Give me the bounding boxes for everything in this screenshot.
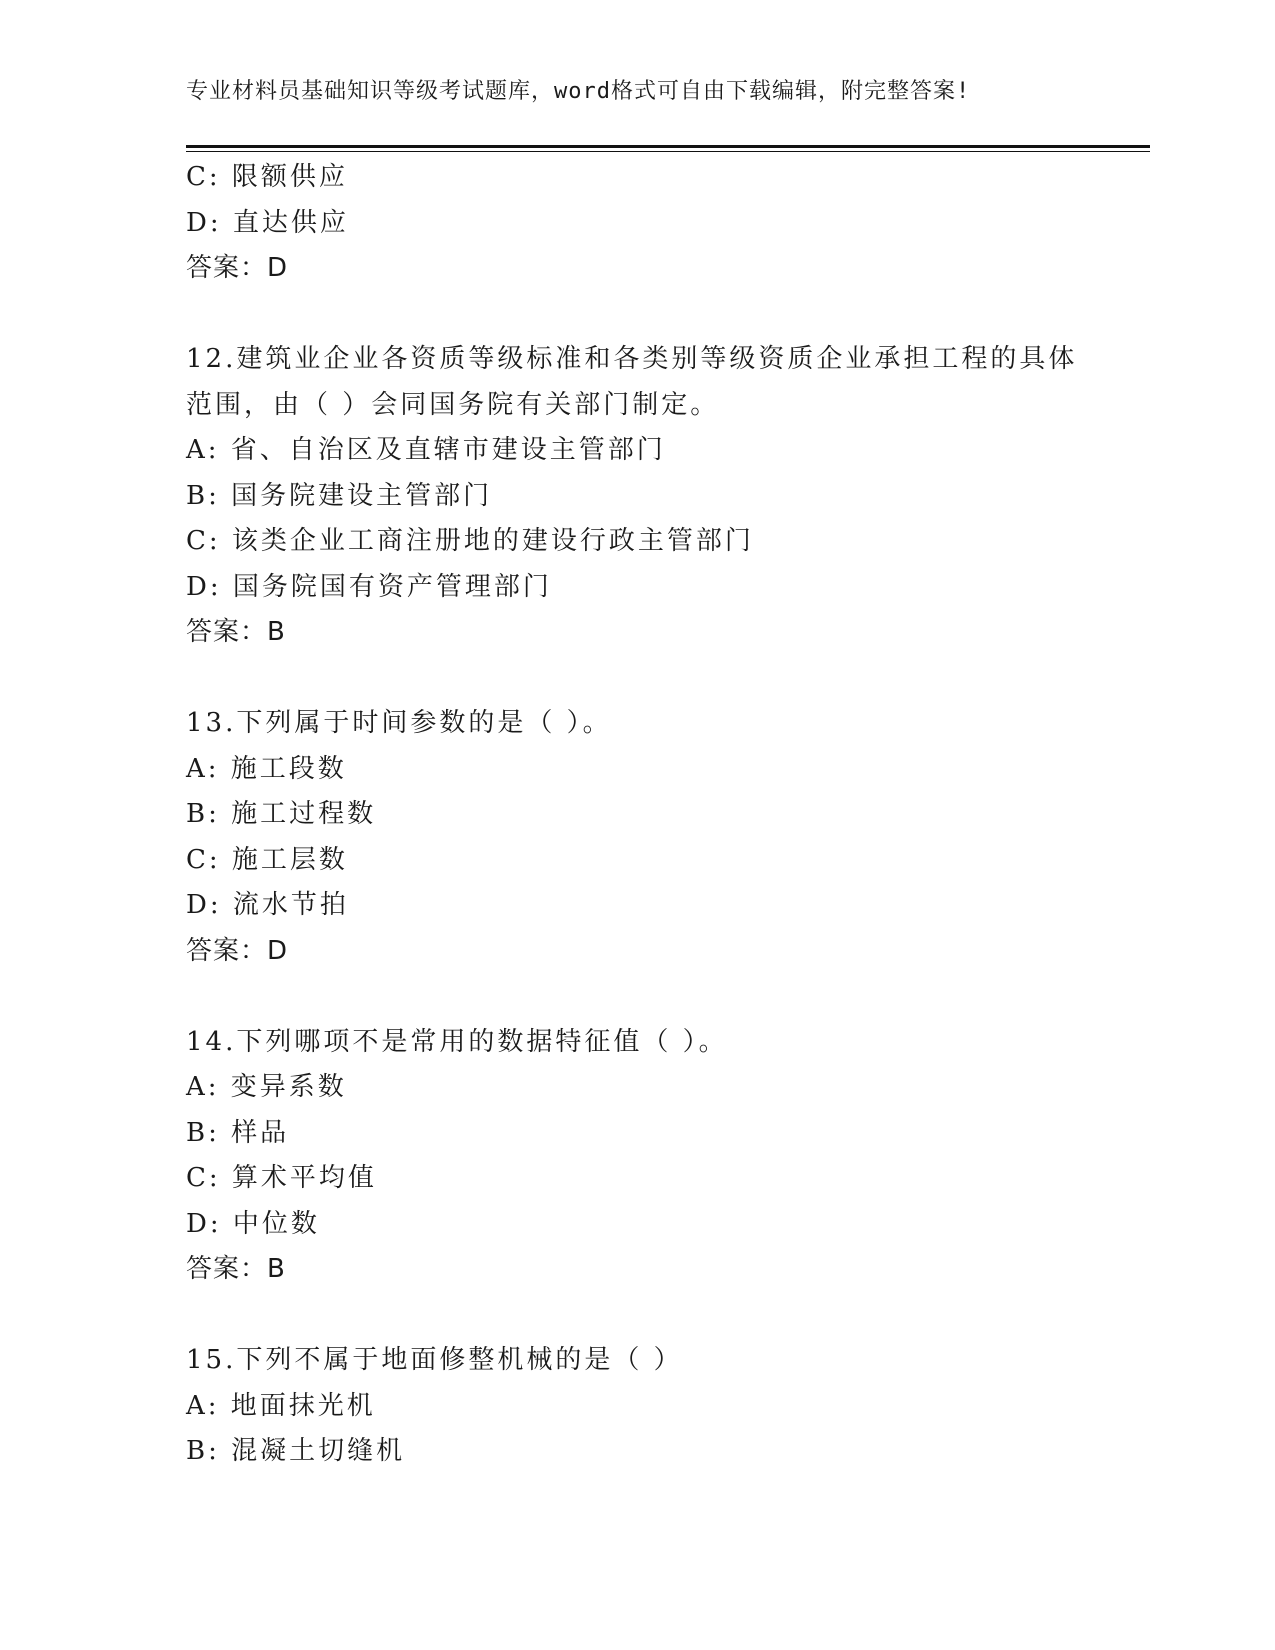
question-14-text: 14.下列哪项不是常用的数据特征值（ ）。: [186, 1026, 728, 1057]
question-14-answer: 答案：B: [186, 1254, 286, 1284]
question-14-option-a: A: 变异系数: [186, 1072, 347, 1102]
page-header: 专业材料员基础知识等级考试题库，word格式可自由下载编辑，附完整答案!: [186, 79, 971, 104]
question-13-option-d: D: 流水节拍: [186, 890, 349, 920]
question-12-text: 12.建筑业企业各资质等级标准和各类别等级资质企业承担工程的具体: [186, 344, 1078, 374]
header-rule-thick: [186, 145, 1150, 148]
option-d: D: 直达供应: [186, 207, 349, 238]
question-14-option-d: D: 中位数: [186, 1208, 320, 1239]
question-14-option-b: B: 样品: [186, 1117, 290, 1148]
question-13-answer: 答案：D: [186, 935, 289, 966]
question-15-option-b: B: 混凝土切缝机: [186, 1436, 406, 1466]
question-14-option-c: C: 算术平均值: [186, 1163, 377, 1193]
option-c: C: 限额供应: [186, 162, 348, 192]
question-13-option-a: A: 施工段数: [186, 753, 347, 784]
question-13-text: 13.下列属于时间参数的是（ ）。: [186, 708, 612, 738]
question-15-option-a: A: 地面抹光机: [186, 1390, 376, 1421]
document-body: [186, 155, 1106, 1475]
spacer: [186, 656, 1106, 702]
spacer: [186, 292, 1106, 338]
spacer: [186, 1293, 1106, 1339]
answer: 答案：D: [186, 253, 289, 283]
question-12-option-a: A: 省、自治区及直辖市建设主管部门: [186, 435, 666, 465]
header-rule-thin: [186, 151, 1150, 152]
question-12-option-c: C: 该类企业工商注册地的建设行政主管部门: [186, 526, 754, 556]
question-12-option-d: D: 国务院国有资产管理部门: [186, 571, 552, 602]
question-12-text-cont: 范围，由（ ）会同国务院有关部门制定。: [186, 389, 720, 420]
question-12-option-b: B: 国务院建设主管部门: [186, 480, 493, 511]
question-12-answer: 答案：B: [186, 617, 286, 647]
question-15-text: 15.下列不属于地面修整机械的是（ ）: [186, 1345, 683, 1375]
question-13-option-b: B: 施工过程数: [186, 799, 377, 829]
question-13-option-c: C: 施工层数: [186, 844, 348, 875]
spacer: [186, 974, 1106, 1020]
